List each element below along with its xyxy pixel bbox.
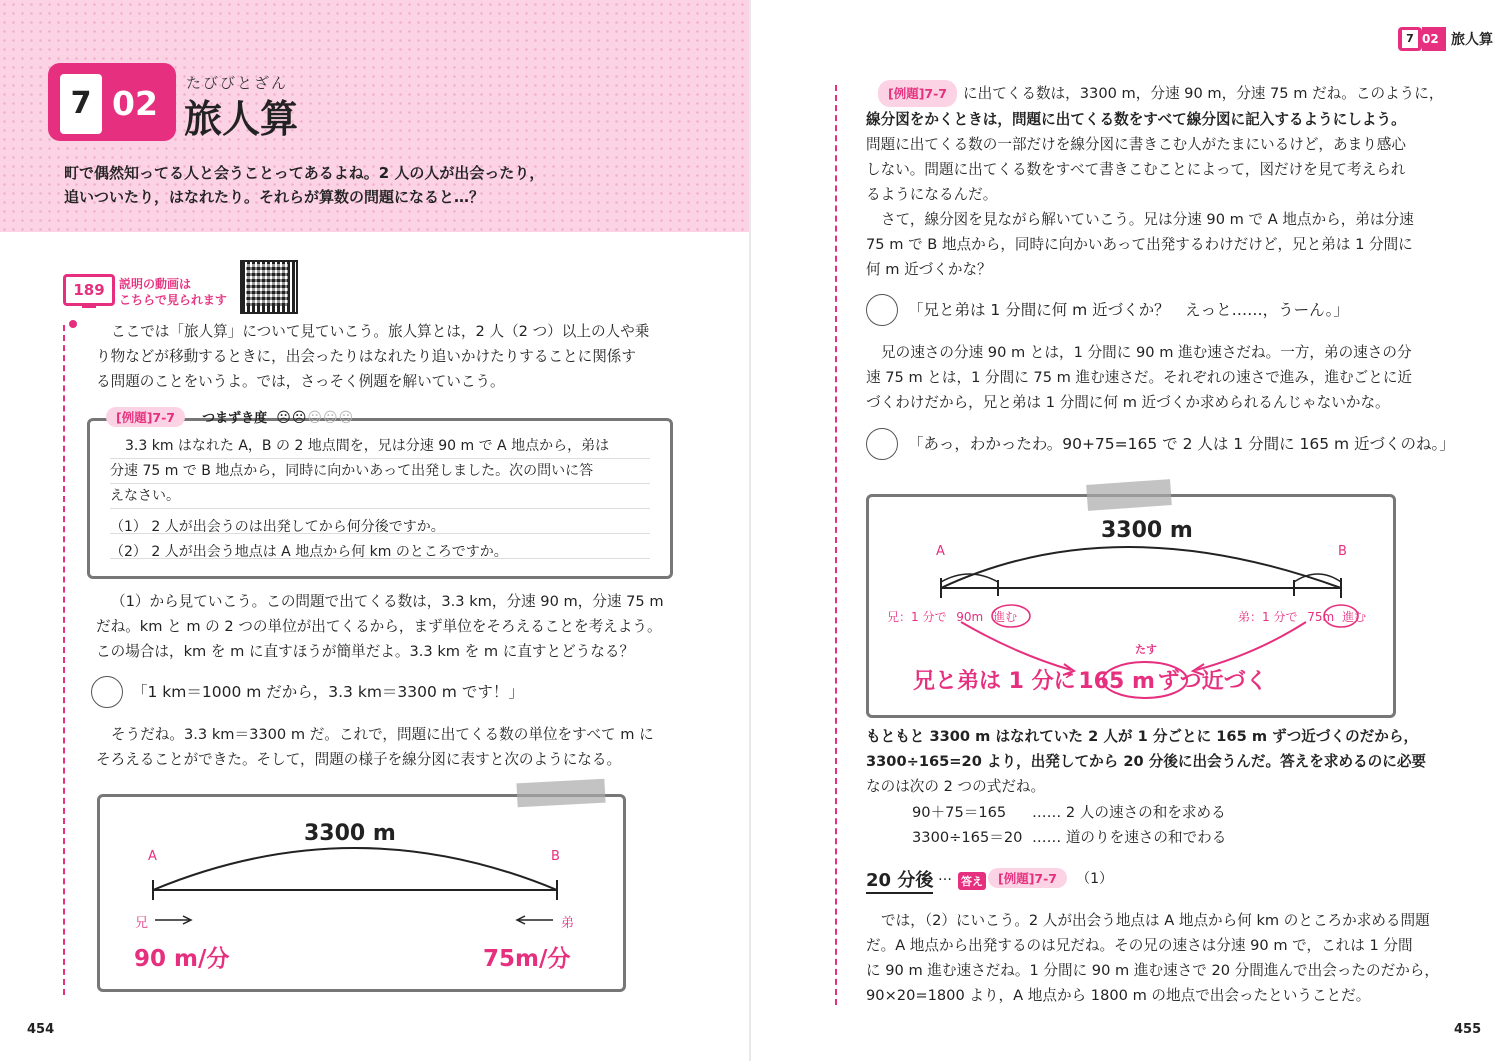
answer-ref bbox=[988, 868, 1113, 888]
para-text: に出てくる数は，3300 m，分速 90 m，分速 75 m だね。このように， bbox=[963, 85, 1444, 102]
pink-arrow-right bbox=[1196, 622, 1306, 670]
point-b-label: B bbox=[1338, 544, 1347, 559]
example-tag: [例題]7-7 bbox=[106, 407, 185, 427]
point-a-label: A bbox=[936, 544, 945, 559]
paragraph-2 bbox=[96, 589, 686, 664]
para-line: 75 m で B 地点から，同時に向かいあって出発するわけだけど，兄と弟は 1 分間に bbox=[866, 236, 1413, 253]
answer-badge: 答え bbox=[958, 872, 986, 890]
intro-line-1: 町で偶然知ってる人と会うことってあるよね。2 人の人が出会ったり， bbox=[64, 164, 545, 182]
margin-dashed-line bbox=[63, 325, 65, 995]
qr-code-pattern bbox=[246, 264, 288, 306]
equation-2-expr: 3300÷165＝20 bbox=[912, 829, 1023, 846]
para-line: だね。km と m の 2 つの単位が出てくるから，まず単位をそろえることを考えよう。 bbox=[96, 618, 662, 635]
example-question-1: （1） 2 人が出会うのは出発してから何分後ですか。 bbox=[110, 519, 445, 535]
equation-1 bbox=[912, 800, 1226, 825]
equation-2-note: …… 道のりを速さの和でわる bbox=[1032, 829, 1227, 846]
otouto-note-suffix: 進む bbox=[1342, 610, 1367, 624]
para-line: では，（2）にいこう。2 人が出会う地点は A 地点から何 km のところか求める問題 bbox=[881, 912, 1430, 929]
tasu-ruby: たす bbox=[1135, 643, 1157, 656]
example-line: 3.3 km はなれた A，B の 2 地点間を，兄は分速 90 m で A 地点から，弟は bbox=[125, 438, 610, 454]
para-line: 線分図をかくときは，問題に出てくる数をすべて線分図に記入するようにしよう。 bbox=[866, 111, 1406, 128]
ani-note-value: 90m bbox=[956, 610, 984, 624]
video-note-line-1: 説明の動画は bbox=[119, 277, 192, 291]
otouto-label: 弟 bbox=[561, 916, 575, 931]
girl-avatar-icon bbox=[866, 428, 898, 460]
speed-b-label: 75m/分 bbox=[483, 946, 571, 972]
para-line: さて，線分図を見ながら解いていこう。兄は分速 90 m で A 地点から，弟は分速 bbox=[881, 211, 1414, 228]
girl-avatar-icon bbox=[866, 294, 898, 326]
example-question-2: （2） 2 人が出会う地点は A 地点から何 km のところですか。 bbox=[110, 544, 508, 560]
arc bbox=[941, 547, 1341, 588]
para-line: る問題のことをいうよ。では，さっそく例題を解いていこう。 bbox=[96, 373, 505, 390]
para-line: に 90 m 進む速さだね。1 分間に 90 m 進む速さで 20 分間進んで出会ったのだから， bbox=[866, 962, 1439, 979]
boy-avatar-icon bbox=[91, 676, 123, 708]
main-conclusion-b: ずつ近づく bbox=[1157, 669, 1268, 694]
main-conclusion bbox=[913, 664, 1268, 695]
speed-a-label: 90 m/分 bbox=[134, 946, 230, 972]
diagram-1-distance: 3300 m bbox=[300, 821, 400, 846]
section-number: 02 bbox=[112, 84, 158, 123]
ani-note-suffix: 進む bbox=[993, 610, 1018, 624]
example-line: えなさい。 bbox=[110, 488, 180, 504]
example-line: 分速 75 m で B 地点から，同時に向かいあって出発しました。次の問いに答 bbox=[110, 463, 594, 479]
para-line: もともと 3300 m はなれていた 2 人が 1 分ごとに 165 m ずつ近づくのだから， bbox=[866, 728, 1419, 745]
para-line: るようになるんだ。 bbox=[866, 186, 998, 203]
para-line: なのは次の 2 つの式だね。 bbox=[866, 778, 1046, 795]
intro-line-2: 追いついたり，はなれたり。それらが算数の問題になると…？ bbox=[64, 188, 485, 206]
intro-paragraph bbox=[96, 319, 686, 394]
bullet-dot-icon bbox=[69, 320, 77, 328]
para-line: 3300÷165=20 より，出発してから 20 分後に出会うんだ。答えを求めるのに必要 bbox=[866, 753, 1427, 770]
para-line: そうだね。3.3 km＝3300 m だ。これで，問題に出てくる数の単位をすべて m に bbox=[111, 726, 654, 743]
paragraph-3 bbox=[96, 722, 686, 772]
difficulty-faces-icon: ☹☹☺☺☺ bbox=[276, 410, 355, 426]
para-line: 兄の速さの分速 90 m とは，1 分間に 90 m 進む速さだね。一方，弟の速さの分 bbox=[881, 344, 1412, 361]
equation-1-expr: 90＋75＝165 bbox=[912, 804, 1007, 821]
main-conclusion-a: 兄と弟は 1 分に bbox=[913, 669, 1076, 694]
right-paragraph-4 bbox=[866, 908, 1446, 1008]
para-line: 90×20=1800 より，A 地点から 1800 m の地点で出会ったということだ。 bbox=[866, 987, 1371, 1004]
para-line: しない。問題に出てくる数をすべて書きこむことによって，図だけを見て考えられ bbox=[866, 161, 1406, 178]
otouto-note bbox=[1238, 608, 1366, 625]
answer-dots: … bbox=[938, 868, 952, 884]
para-line: ここでは「旅人算」について見ていこう。旅人算とは，2 人（2 つ）以上の人や乗 bbox=[111, 323, 650, 340]
equation-2 bbox=[912, 825, 1226, 850]
para-line: この場合は，km を m に直すほうが簡単だよ。3.3 km を m に直すとどうなる？ bbox=[96, 643, 635, 660]
ani-label: 兄 bbox=[135, 916, 149, 931]
video-note bbox=[119, 276, 227, 308]
para-line: 速 75 m とは，1 分間に 75 m 進む速さだ。それぞれの速さで進み，進むごとに近 bbox=[866, 369, 1413, 386]
right-paragraph-3 bbox=[866, 724, 1446, 799]
header-chapter: 7 bbox=[1402, 30, 1418, 48]
para-line: 問題に出てくる数の一部だけを線分図に書きこむ人がたまにいるけど，あまり感心 bbox=[866, 136, 1406, 153]
point-a-label: A bbox=[148, 849, 157, 864]
right-page bbox=[750, 0, 1500, 1061]
para-line: り物などが移動するときに，出会ったりはなれたり追いかけたりすることに関係す bbox=[96, 348, 636, 365]
ani-note-text: 兄：1 分で bbox=[887, 610, 947, 624]
para-line: （1）から見ていこう。この問題で出てくる数は，3.3 km，分速 90 m，分速 75 m bbox=[111, 593, 664, 610]
header-section: 02 bbox=[1422, 27, 1446, 51]
para-line bbox=[866, 80, 1446, 107]
page-number-right: 455 bbox=[1454, 1022, 1482, 1037]
example-tag: [例題]7-7 bbox=[878, 80, 957, 107]
answer-suffix: （1） bbox=[1076, 871, 1114, 887]
diagram-2-distance: 3300 m bbox=[1097, 518, 1197, 543]
header-title: 旅人算 bbox=[1451, 32, 1493, 48]
margin-dashed-line bbox=[835, 85, 837, 1005]
otouto-note-value: 75m bbox=[1307, 610, 1335, 624]
difficulty-label: つまずき度 bbox=[202, 411, 268, 426]
arc bbox=[153, 848, 557, 890]
example-header bbox=[106, 407, 354, 427]
example-text bbox=[110, 434, 650, 565]
title-ruby: たびびとざん bbox=[186, 74, 289, 92]
otouto-note-text: 弟：1 分で bbox=[1238, 610, 1298, 624]
answer: 20 分後 bbox=[866, 866, 933, 894]
page-number-left: 454 bbox=[27, 1022, 55, 1037]
pink-arrow-left bbox=[961, 622, 1071, 670]
ani-note bbox=[887, 608, 1017, 625]
answer-tag: [例題]7-7 bbox=[988, 868, 1067, 888]
speech-girl-2: 「あっ，わかったわ。90+75=165 で 2 人は 1 分間に 165 m 近づくのね。」 bbox=[908, 435, 1455, 453]
chapter-number: 7 bbox=[60, 74, 102, 134]
para-line: だ。A 地点から出発するのは兄だね。その兄の速さは分速 90 m で，これは 1 分間 bbox=[866, 937, 1413, 954]
speech-girl-1: 「兄と弟は 1 分間に何 m 近づくか？ えっと……，うーん。」 bbox=[908, 301, 1349, 319]
video-number-badge: 189 bbox=[63, 274, 115, 306]
monitor-stand-icon bbox=[82, 304, 96, 308]
video-note-line-2: こちらで見られます bbox=[119, 293, 227, 307]
para-line: づくわけだから，兄と弟は 1 分間に何 m 近づくか求められるんじゃないかな。 bbox=[866, 394, 1390, 411]
page-title: 旅人算 bbox=[184, 97, 299, 141]
para-line: 何 m 近づくかな？ bbox=[866, 261, 992, 278]
point-b-label: B bbox=[551, 849, 560, 864]
main-conclusion-value: 165 m bbox=[1078, 669, 1155, 694]
right-paragraph-1 bbox=[866, 80, 1446, 282]
speech-boy: 「1 km＝1000 m だから，3.3 km＝3300 m です！」 bbox=[132, 683, 524, 701]
equation-1-note: …… 2 人の速さの和を求める bbox=[1032, 804, 1226, 821]
para-line: そろえることができた。そして，問題の様子を線分図に表すと次のようになる。 bbox=[96, 751, 622, 768]
right-paragraph-2 bbox=[866, 340, 1446, 415]
